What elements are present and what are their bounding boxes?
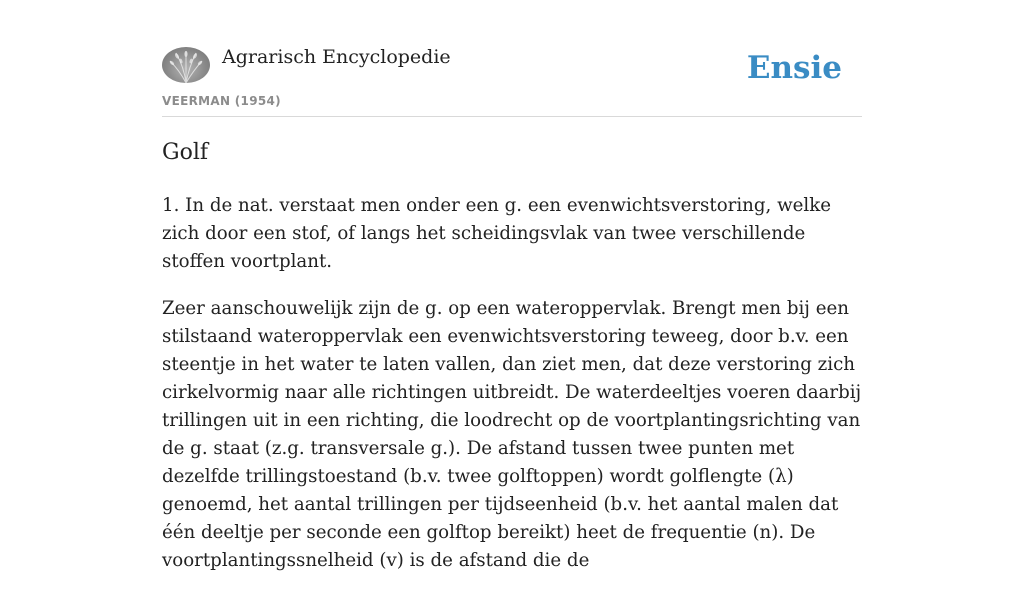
source-title[interactable]: Agrarisch Encyclopedie	[222, 46, 451, 68]
entry-paragraph: 1. In de nat. verstaat men onder een g. een evenwichtsverstoring, welke zich door een stof, of langs het scheidingsvlak van twee verschillende stoffen voortplant.	[162, 195, 832, 272]
brand-logo[interactable]: Ensie	[746, 50, 842, 86]
entry-body	[162, 192, 862, 594]
entry-title: Golf	[162, 140, 208, 165]
page	[162, 0, 862, 571]
source-meta: VEERMAN (1954)	[162, 94, 281, 108]
wheat-icon[interactable]	[162, 47, 210, 83]
source-header	[162, 0, 862, 117]
entry-paragraph: Zeer aanschouwelijk zijn de g. op een wateroppervlak. Brengt men bij een stilstaand wateroppervlak een evenwichtsverstoring teweeg, door b.v. een steentje in het water te laten vallen, dan ziet men, dat deze verstoring zich cirkelvormig naar alle richtingen uitbreidt. De waterdeeltjes voeren daarbij trillingen uit in een richting, die loodrecht op de voortplantingsrichting van de g. staat (z.g. transversale g.). De afstand tussen twee punten met dezelfde trillingstoestand (b.v. twee golftoppen) wordt golflengte (λ) genoemd, het aantal trillingen per tijdseenheid (b.v. het aantal malen dat één deeltje per seconde een golftop bereikt) heet de frequentie (n). De voortplantingssnelheid (v) is de afstand die de	[162, 298, 862, 571]
